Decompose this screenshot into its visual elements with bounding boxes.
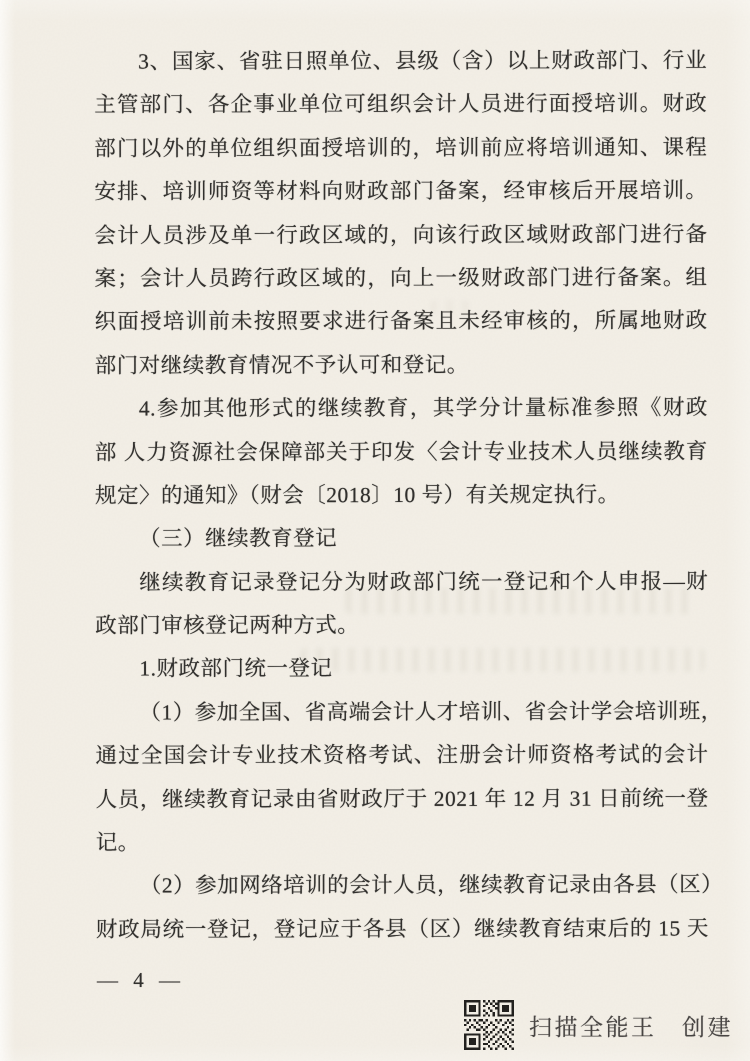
document-body [94, 39, 724, 951]
qr-code-icon [463, 1000, 515, 1050]
text-line: 4.参加其他形式的继续教育，其学分计量标准参照《财政 [138, 395, 708, 421]
text-line: 记。 [95, 830, 140, 855]
scanner-watermark-label: 扫描全能王 创建 [529, 1014, 733, 1040]
text-line: （2）参加网络培训的会计人员，继续教育记录由各县（区） [139, 872, 724, 898]
text-line: 通过全国会计专业技术资格考试、注册会计师资格考试的会计 [95, 742, 709, 768]
text-line: 部 人力资源社会保障部关于印发〈会计专业技术人员继续教育 [94, 438, 708, 465]
text-line: 财政局统一登记，登记应于各县（区）继续教育结束后的 15 天 [95, 916, 709, 942]
text-line: 主管部门、各企事业单位可组织会计人员进行面授培训。财政 [94, 91, 708, 118]
text-line: （1）参加全国、省高端会计人才培训、省会计学会培训班， [139, 699, 723, 725]
text-line: 部门对继续教育情况不予认可和登记。 [94, 352, 469, 378]
text-line: 人员，继续教育记录由省财政厅于 2021 年 12 月 31 日前统一登 [95, 785, 709, 812]
text-line: 政部门审核登记两种方式。 [95, 613, 360, 638]
text-line: 3、国家、省驻日照单位、县级（含）以上财政部门、行业 [138, 48, 708, 74]
text-line: 织面授培训前未按照要求进行备案且未经审核的，所属地财政 [94, 308, 708, 334]
text-line: 规定〉的通知》（财会〔2018〕10 号）有关规定执行。 [94, 482, 620, 508]
scanner-watermark [463, 1000, 733, 1050]
text-line: 安排、培训师资等材料向财政部门备案，经审核后开展培训。 [94, 178, 708, 204]
text-line: 案；会计人员跨行政区域的，向上一级财政部门进行备案。组 [94, 265, 708, 291]
text-line: 会计人员涉及单一行政区域的，向该行政区域财政部门进行备 [94, 221, 708, 248]
text-line: 继续教育记录登记分为财政部门统一登记和个人申报—财 [139, 569, 709, 595]
page-number: — 4 — [97, 968, 185, 992]
text-line: 部门以外的单位组织面授培训的，培训前应将培训通知、课程 [94, 135, 708, 161]
section-heading-line: （三）继续教育登记 [139, 526, 338, 551]
section-heading-line: 1.财政部门统一登记 [139, 656, 333, 682]
